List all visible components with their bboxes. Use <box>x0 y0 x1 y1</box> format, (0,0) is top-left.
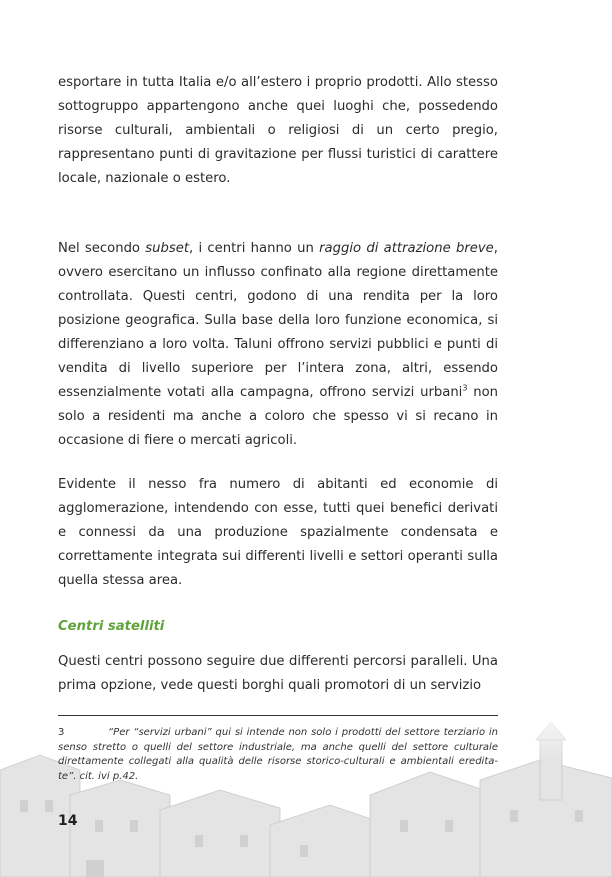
paragraph-2-part-c: , i centri hanno un <box>189 241 320 256</box>
paragraph-2-part-f: non solo a residenti ma anche a coloro che spesso vi si recano in occasione di fiere o mercati agricoli. <box>58 385 498 448</box>
paragraph-3: Evidente il nesso fra numero di abitanti ed economie di agglomerazione, intendendo con esse, tutti quei benefici derivati e connessi da una produzione spazialmente condensata e correttamente integrata sui differenti livelli e settori operanti sulla quella stessa area. <box>58 477 498 588</box>
section-heading: Centri satelliti <box>58 619 165 634</box>
footnote-number: 3 <box>58 727 65 738</box>
term-raggio-attrazione: raggio di attrazione breve <box>319 241 494 256</box>
footnote-text: “Per “servizi urbani” qui si intende non solo i prodotti del settore terziario in senso stretto o quelli del settore industriale, ma anche quelli del settore culturale direttamente collegati alla qualità delle risorse storico-culturali e ambientali eredita-te”. cit. ivi p.42. <box>58 727 498 782</box>
paragraph-2-part-a: Nel secondo <box>58 241 146 256</box>
footnote-reference[interactable]: 3 <box>462 383 468 393</box>
paragraph-4: Questi centri possono seguire due differenti percorsi paralleli. Una prima opzione, vede questi borghi quali promotori di un servizio <box>58 654 498 693</box>
page-number: 14 <box>58 813 78 829</box>
paragraph-2-part-e: , ovvero esercitano un influsso confinato alla regione direttamente controllata. Questi centri, godono di una rendita per la loro posizione geografica. Sulla base della loro funzione economica, si differenziano a loro volta. Taluni offrono servizi pubblici e punti di vendita di livello superiore per l’intera zona, altri, essendo essenzialmente votati alla campagna, offrono servizi urbani <box>58 241 498 400</box>
paragraph-2 <box>58 237 498 453</box>
footnote <box>58 726 498 784</box>
paragraph-1: esportare in tutta Italia e/o all’estero i proprio prodotti. Allo stesso sottogruppo appartengono anche quei luoghi che, possedendo risorse culturali, ambientali o religiosi di un certo pregio, rappresentano punti di gravitazione per flussi turistici di carattere locale, nazionale o estero. <box>58 75 498 186</box>
footnote-divider <box>58 715 498 716</box>
term-subset: subset <box>145 241 190 256</box>
